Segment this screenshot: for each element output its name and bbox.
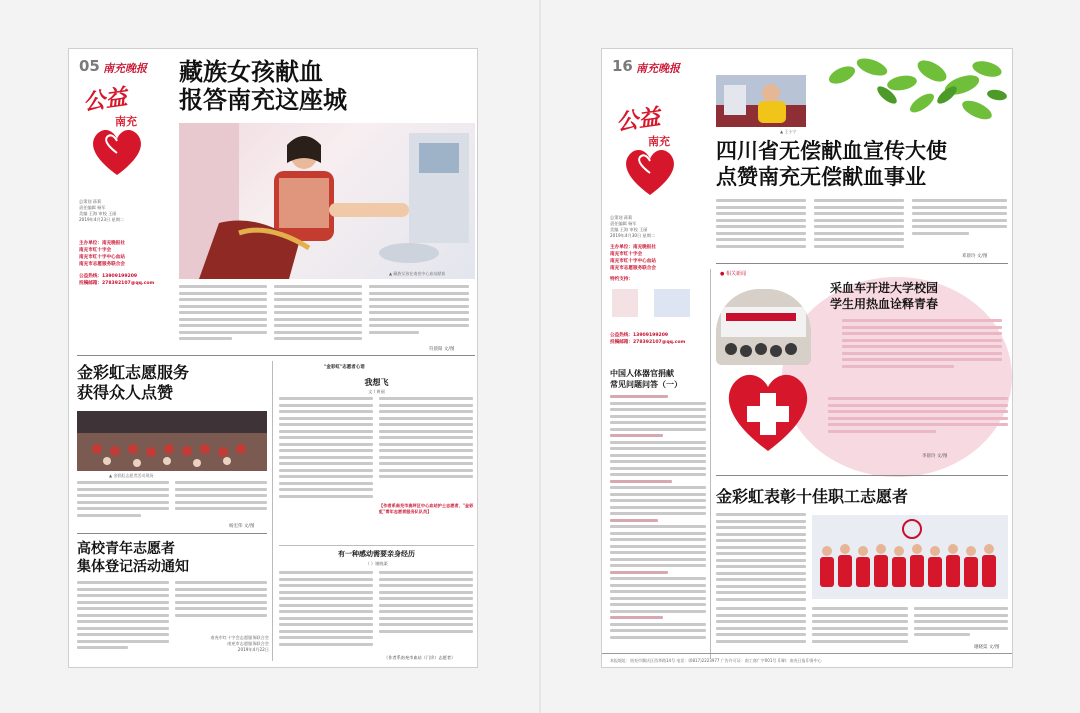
sub-article-author: （ ）谢晓渠	[365, 561, 388, 566]
byline: 邓晨玲 文/图	[962, 254, 988, 259]
headline-main-line1: 藏族女孩献血	[179, 58, 323, 86]
notice-col1	[77, 581, 169, 666]
sub-article-col1	[279, 571, 373, 663]
headline-rainbow-line1: 金彩虹志愿服务	[77, 363, 190, 382]
blood-bus-photo	[716, 289, 811, 365]
awards-col3	[812, 607, 908, 651]
sub-article-title: 有一种感动需要亲身经历	[338, 550, 415, 558]
organizer-block: 主办单位：南充晚报社 南充市红十字会 南充市红十字中心血站 南充市志愿服务联合会	[79, 241, 125, 267]
column-col1	[279, 397, 373, 505]
ambassador-caption: ▲ 王小宁	[780, 129, 797, 134]
hotline-block: 公益热线：13909199209 投稿邮箱：278392107@qq.com	[610, 333, 686, 345]
headline-ambassador-line1: 四川省无偿献血宣传大使	[716, 139, 947, 163]
byline: 符晨阳 文/图	[429, 347, 455, 352]
divider-2	[77, 533, 267, 534]
article-column-2	[274, 285, 362, 355]
gongyi-logo	[608, 97, 700, 207]
sub-article-col2	[379, 571, 473, 655]
qa-title-line2: 常见问题问答（一）	[610, 380, 682, 389]
right-page	[601, 48, 1013, 668]
left-page	[68, 48, 478, 668]
notice-signature: 南充市红十字会志愿服务联合会 南充市志愿服务联合会 2019年4月22日	[210, 635, 269, 653]
bus-article-text	[842, 319, 1002, 399]
column-tag: "金彩虹"志愿者心语	[324, 365, 365, 370]
awards-byline: 谢晓渠 文/图	[974, 645, 1000, 650]
column-author: 文 / 黄丽	[368, 389, 385, 394]
bus-headline-line1: 采血车开进大学校园	[830, 281, 939, 295]
ambassador-photo	[716, 75, 806, 127]
masthead: 南充晚报	[103, 62, 147, 75]
bus-byline: 李晨玲 文/图	[922, 454, 948, 459]
volunteer-group-photo	[812, 515, 1008, 599]
headline-volunteer-line2: 集体登记活动通知	[77, 559, 189, 575]
photo-caption: ▲ 藏族女孩在南充中心血站献血	[389, 271, 446, 276]
red-cross-heart-icon	[718, 359, 818, 459]
divider	[77, 355, 475, 356]
article-column-3	[369, 285, 469, 355]
logo-title: 公益	[81, 85, 129, 116]
column-col2	[379, 397, 473, 501]
headline-rainbow-line2: 获得众人点赞	[77, 383, 174, 402]
logo-subtitle: 南充	[115, 115, 137, 128]
page-number: 05	[79, 57, 100, 75]
ambassador-col3	[912, 199, 1007, 249]
awards-col4	[914, 607, 1008, 643]
qa-column	[610, 395, 706, 657]
bus-article-text-2	[828, 397, 1008, 449]
bus-headline-line2: 学生用热血诠释青春	[830, 297, 939, 311]
heart-icon	[87, 123, 147, 178]
heart-icon	[620, 143, 680, 198]
divider-2	[716, 475, 1008, 476]
logo-subtitle: 南充	[648, 135, 670, 148]
column-title: 我想飞	[364, 378, 389, 387]
byline-2: 杨宏伟 文/图	[229, 524, 255, 529]
volunteer-event-photo	[77, 411, 267, 471]
ambassador-col1	[716, 199, 806, 261]
headline-volunteer-line1: 高校青年志愿者	[77, 541, 175, 557]
sponsor-logo-1	[612, 289, 638, 317]
qa-title-line1: 中国人体器官捐献	[610, 369, 674, 378]
divider-3	[279, 545, 474, 546]
headline-ambassador-line2: 点赞南充无偿献血事业	[716, 165, 926, 189]
headline-awards: 金彩虹表彰十佳职工志愿者	[716, 487, 909, 506]
hotline-block: 公益热线：13909199209 投稿邮箱：278392107@qq.com	[79, 274, 155, 286]
notice-col2	[175, 581, 267, 631]
sub-article-end: （作者系南充市血站（门诊）志愿者）	[384, 655, 456, 660]
article-column-1	[179, 285, 267, 355]
page-gutter	[539, 0, 541, 713]
tibetan-girl-photo	[179, 123, 475, 279]
organizer-block: 主办单位：南充晚报社 南充市红十字会 南充市红十字中心血站 南充市志愿服务联合会	[610, 245, 656, 271]
green-leaves-decoration	[812, 55, 1008, 127]
column-divider	[710, 269, 711, 659]
headline-main-line2: 报答南充这座城	[179, 86, 347, 114]
awards-col1	[716, 513, 806, 613]
rainbow-article-col2	[175, 481, 267, 527]
logo-title: 公益	[614, 105, 662, 136]
gongyi-logo	[75, 77, 167, 187]
editor-block: 总策划 蒋莉 责任编辑 杨军 美编 王海 审校 王丽 2019年4月30日 星期二	[610, 215, 656, 239]
sponsor-logo-2	[654, 289, 690, 317]
page-number: 16	[612, 57, 633, 75]
column-highlight: 【作者系南充市高坪区中心血站护士志愿者，"金彩虹"青年志愿者服务队队员】	[379, 503, 474, 515]
masthead: 南充晚报	[636, 62, 680, 75]
editor-block: 总策划 蒋莉 责任编辑 杨军 美编 王海 审校 王丽 2019年4月23日 星期二	[79, 199, 125, 223]
ambassador-col2	[814, 199, 904, 261]
rainbow-article-col1	[77, 481, 169, 527]
divider	[716, 263, 1008, 264]
related-news-tag: ● 相关新闻	[720, 271, 746, 277]
column-divider	[272, 361, 273, 661]
photo2-caption: ▲ 金彩虹志愿者活动现场	[109, 473, 154, 478]
page-footer: 本报地址：南充市顺庆区西华路14号 电话：(0817)2223977 广告许可证：南工商广字001号 印刷：南充日报印务中心	[602, 653, 1012, 667]
awards-col2	[716, 607, 806, 651]
support-label: 特约支持：	[610, 277, 633, 282]
